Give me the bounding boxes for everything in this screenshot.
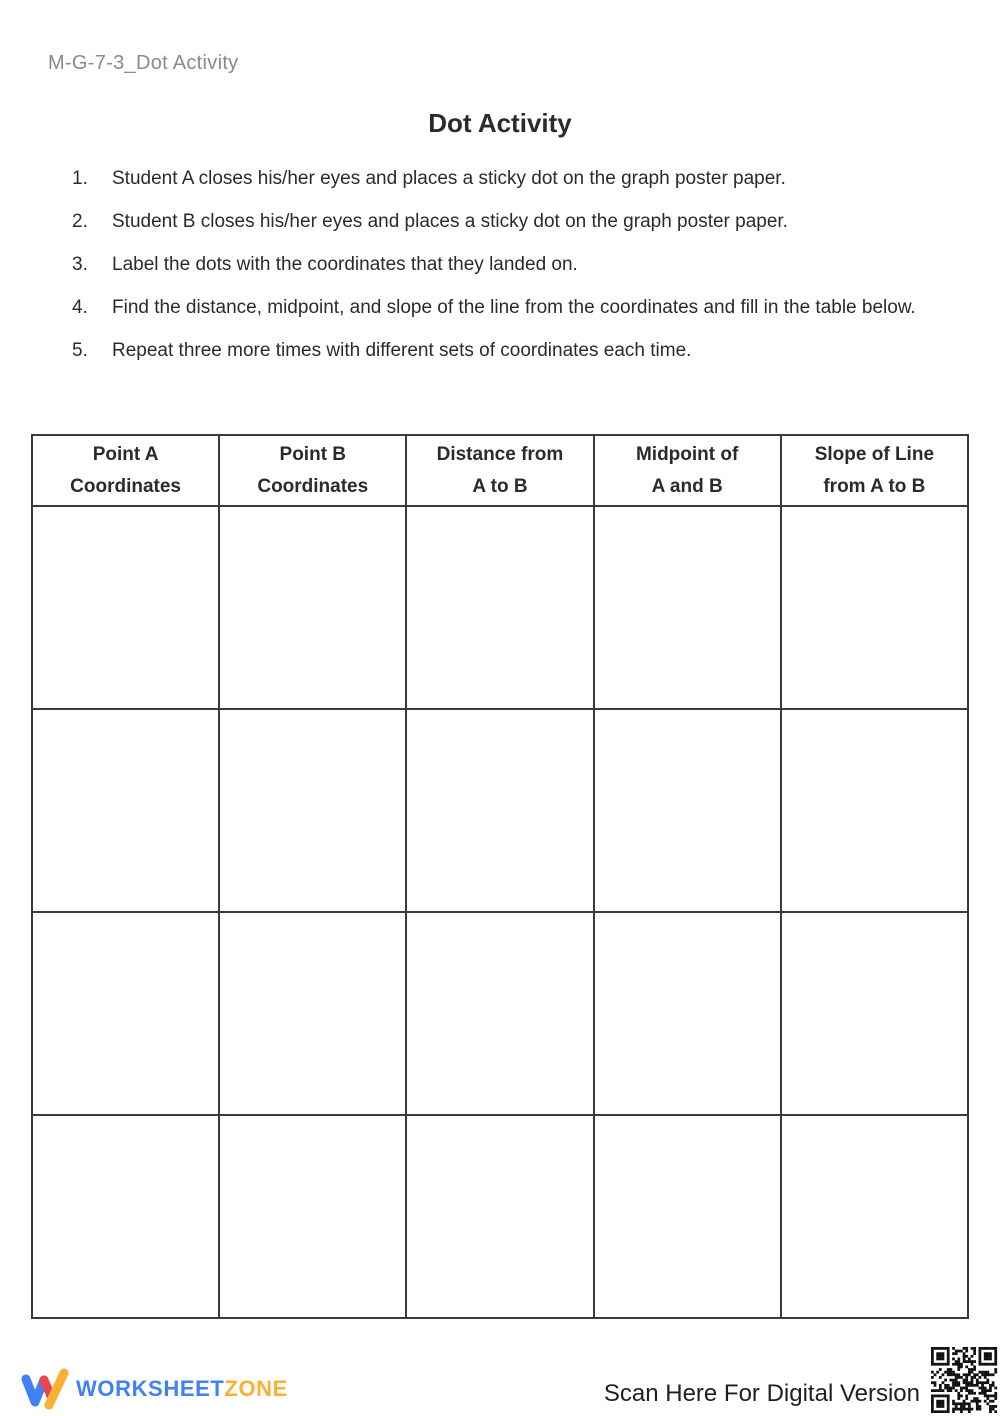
table-cell	[594, 506, 781, 709]
table-row	[32, 912, 968, 1115]
brand-name-zone: ZONE	[224, 1376, 288, 1401]
column-header-line: Point B	[279, 443, 347, 465]
table-cell	[219, 1115, 406, 1318]
table-cell	[781, 1115, 968, 1318]
instruction-item	[72, 335, 978, 367]
table-cell	[406, 506, 593, 709]
page-title: Dot Activity	[428, 108, 572, 138]
w-mark-icon	[20, 1366, 72, 1412]
instruction-number: 1.	[72, 168, 88, 189]
instruction-text: Repeat three more times with different sets of coordinates each time.	[112, 340, 692, 361]
instruction-text: Student A closes his/her eyes and places a sticky dot on the graph poster paper.	[112, 168, 786, 189]
instruction-text: Find the distance, midpoint, and slope of the line from the coordinates and fill in the table below.	[112, 297, 916, 318]
instruction-item	[72, 163, 978, 195]
column-header-line: Slope of Line	[814, 443, 935, 465]
instruction-item	[72, 292, 978, 324]
column-header-line: Midpoint of	[635, 443, 739, 465]
table-cell	[594, 709, 781, 912]
column-header-point-b	[219, 435, 406, 506]
instruction-item	[72, 249, 978, 281]
table-row	[32, 709, 968, 912]
table-row	[32, 506, 968, 709]
instruction-text: Student B closes his/her eyes and places a sticky dot on the graph poster paper.	[112, 211, 788, 232]
table-cell	[406, 1115, 593, 1318]
worksheetzone-logo	[20, 1366, 288, 1412]
brand-name-worksheet: WORKSHEET	[76, 1376, 225, 1401]
table-cell	[219, 506, 406, 709]
table-cell	[219, 709, 406, 912]
column-header-slope	[781, 435, 968, 506]
brand-name	[76, 1376, 288, 1402]
instruction-item	[72, 206, 978, 238]
table-cell	[594, 912, 781, 1115]
column-header-distance	[406, 435, 593, 506]
table-cell	[219, 912, 406, 1115]
column-header-line: Distance from	[436, 443, 564, 465]
instruction-number: 4.	[72, 297, 88, 318]
coordinates-table-container	[31, 434, 969, 1319]
table-row	[32, 1115, 968, 1318]
column-header-line: Coordinates	[257, 475, 369, 497]
column-header-line: Point A	[92, 443, 159, 465]
column-header-line: A to B	[472, 475, 528, 497]
table-cell	[32, 709, 219, 912]
instruction-number: 5.	[72, 340, 88, 361]
coordinates-table	[31, 434, 969, 1319]
instruction-number: 2.	[72, 211, 88, 232]
table-cell	[781, 506, 968, 709]
column-header-point-a	[32, 435, 219, 506]
table-cell	[406, 912, 593, 1115]
instructions-list	[72, 163, 978, 378]
table-cell	[32, 1115, 219, 1318]
table-cell	[32, 506, 219, 709]
instruction-text: Label the dots with the coordinates that they landed on.	[112, 254, 578, 275]
column-header-line: from A to B	[823, 475, 926, 497]
column-header-line: Coordinates	[70, 475, 182, 497]
table-header-row	[32, 435, 968, 506]
column-header-line: A and B	[651, 475, 723, 497]
table-cell	[781, 912, 968, 1115]
table-cell	[594, 1115, 781, 1318]
column-header-midpoint	[594, 435, 781, 506]
document-label: M-G-7-3_Dot Activity	[48, 52, 239, 74]
table-cell	[781, 709, 968, 912]
scan-instruction-text: Scan Here For Digital Version	[603, 1380, 920, 1407]
instruction-number: 3.	[72, 254, 88, 275]
table-cell	[32, 912, 219, 1115]
qr-code	[930, 1347, 998, 1413]
table-cell	[406, 709, 593, 912]
